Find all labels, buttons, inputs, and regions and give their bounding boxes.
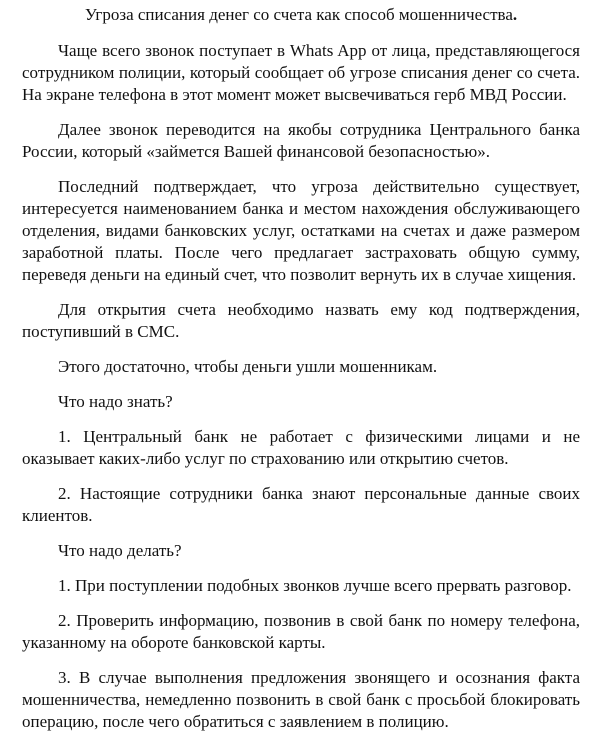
title-text: Угроза списания денег со счета как способ мошенничества xyxy=(84,5,513,24)
paragraph-sms-code: Для открытия счета необходимо назвать ему код подтверждения, поступивший в СМС. xyxy=(22,300,580,341)
list-item-do-1: 1. При поступлении подобных звонков лучше всего прервать разговор. xyxy=(58,576,572,595)
list-item-know-2: 2. Настоящие сотрудники банка знают персональные данные своих клиентов. xyxy=(22,484,580,525)
heading-what-to-do: Что надо делать? xyxy=(58,541,182,560)
paragraph-central-bank-transfer: Далее звонок переводится на якобы сотрудника Центрального банка России, который «займется Вашей финансовой безопасностью». xyxy=(22,120,580,161)
list-item-do-3: 3. В случае выполнения предложения звонящего и осознания факта мошенничества, немедленно позвонить в свой банк с просьбой блокировать операцию, после чего обратиться с заявлением в полицию. xyxy=(22,668,580,731)
paragraph-whatsapp-call: Чаще всего звонок поступает в Whats App от лица, представляющегося сотрудником полиции, который сообщает об угрозе списания денег со счета. На экране телефона в этот момент может высвечиваться герб МВД России. xyxy=(22,41,580,104)
paragraph-money-lost: Этого достаточно, чтобы деньги ушли мошенникам. xyxy=(58,357,438,376)
list-item-do-2: 2. Проверить информацию, позвонив в свой банк по номеру телефона, указанному на обороте банковской карты. xyxy=(22,611,580,652)
document-title xyxy=(22,4,580,26)
title-period: . xyxy=(512,5,518,24)
paragraph-threat-confirmation: Последний подтверждает, что угроза действительно существует, интересуется наименованием банка и местом нахождения обслуживающего отделения, видами банковских услуг, остатками на счетах и даже размером заработной платы. После чего предлагает застраховать общую сумму, переведя деньги на единый счет, что позволит вернуть их в случае хищения. xyxy=(22,177,580,284)
list-item-know-1: 1. Центральный банк не работает с физическими лицами и не оказывает каких-либо услуг по страхованию или открытию счетов. xyxy=(22,427,580,468)
heading-what-to-know: Что надо знать? xyxy=(58,392,173,411)
